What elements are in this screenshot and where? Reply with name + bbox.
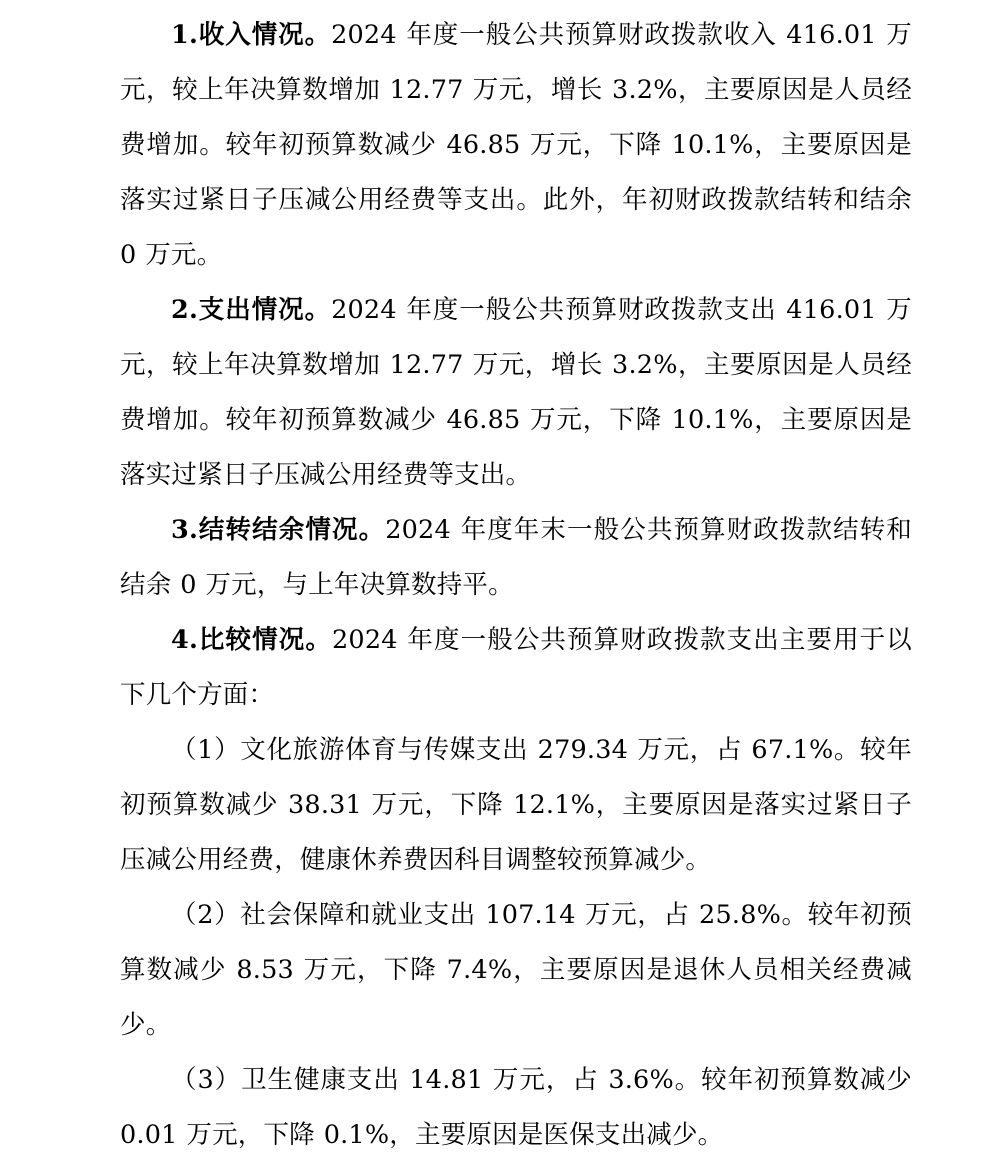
paragraph-carryover — [120, 503, 912, 613]
paragraph-item-3-body: （3）卫生健康支出 14.81 万元，占 3.6%。较年初预算数减少 0.01 万元，下降 0.1%，主要原因是医保支出减少。 — [120, 1065, 912, 1150]
paragraph-item-1-body: （1）文化旅游体育与传媒支出 279.34 万元，占 67.1%。较年初预算数减少 38.31 万元，下降 12.1%，主要原因是落实过紧日子压减公用经费，健康休养费因科目调整较预算减少。 — [120, 735, 912, 875]
paragraph-expenditure — [120, 283, 912, 503]
paragraph-income-lead: 1.收入情况。 — [171, 20, 332, 50]
paragraph-comparison-lead: 4.比较情况。 — [171, 625, 332, 655]
paragraph-comparison-body: 2024 年度一般公共预算财政拨款支出主要用于以下几个方面： — [120, 625, 912, 710]
paragraph-item-1 — [120, 723, 912, 888]
paragraph-item-2-body: （2）社会保障和就业支出 107.14 万元，占 25.8%。较年初预算数减少 8.53 万元，下降 7.4%，主要原因是退休人员相关经费减少。 — [120, 900, 912, 1040]
paragraph-comparison — [120, 613, 912, 723]
paragraph-carryover-body: 2024 年度年末一般公共预算财政拨款结转和结余 0 万元，与上年决算数持平。 — [120, 515, 913, 600]
paragraph-carryover-lead: 3.结转结余情况。 — [171, 515, 386, 545]
paragraph-expenditure-lead: 2.支出情况。 — [171, 295, 332, 325]
paragraph-item-2 — [120, 888, 912, 1053]
paragraph-income — [120, 8, 912, 283]
paragraph-item-3 — [120, 1053, 912, 1163]
paragraph-expenditure-body: 2024 年度一般公共预算财政拨款支出 416.01 万元，较上年决算数增加 12.77 万元，增长 3.2%，主要原因是人员经费增加。较年初预算数减少 46.85 万元，下降 10.1%，主要原因是落实过紧日子压减公用经费等支出。 — [120, 295, 912, 490]
paragraph-income-body: 2024 年度一般公共预算财政拨款收入 416.01 万元，较上年决算数增加 12.77 万元，增长 3.2%，主要原因是人员经费增加。较年初预算数减少 46.85 万元，下降 10.1%，主要原因是落实过紧日子压减公用经费等支出。此外，年初财政拨款结转和结余 0 万元。 — [120, 20, 912, 270]
